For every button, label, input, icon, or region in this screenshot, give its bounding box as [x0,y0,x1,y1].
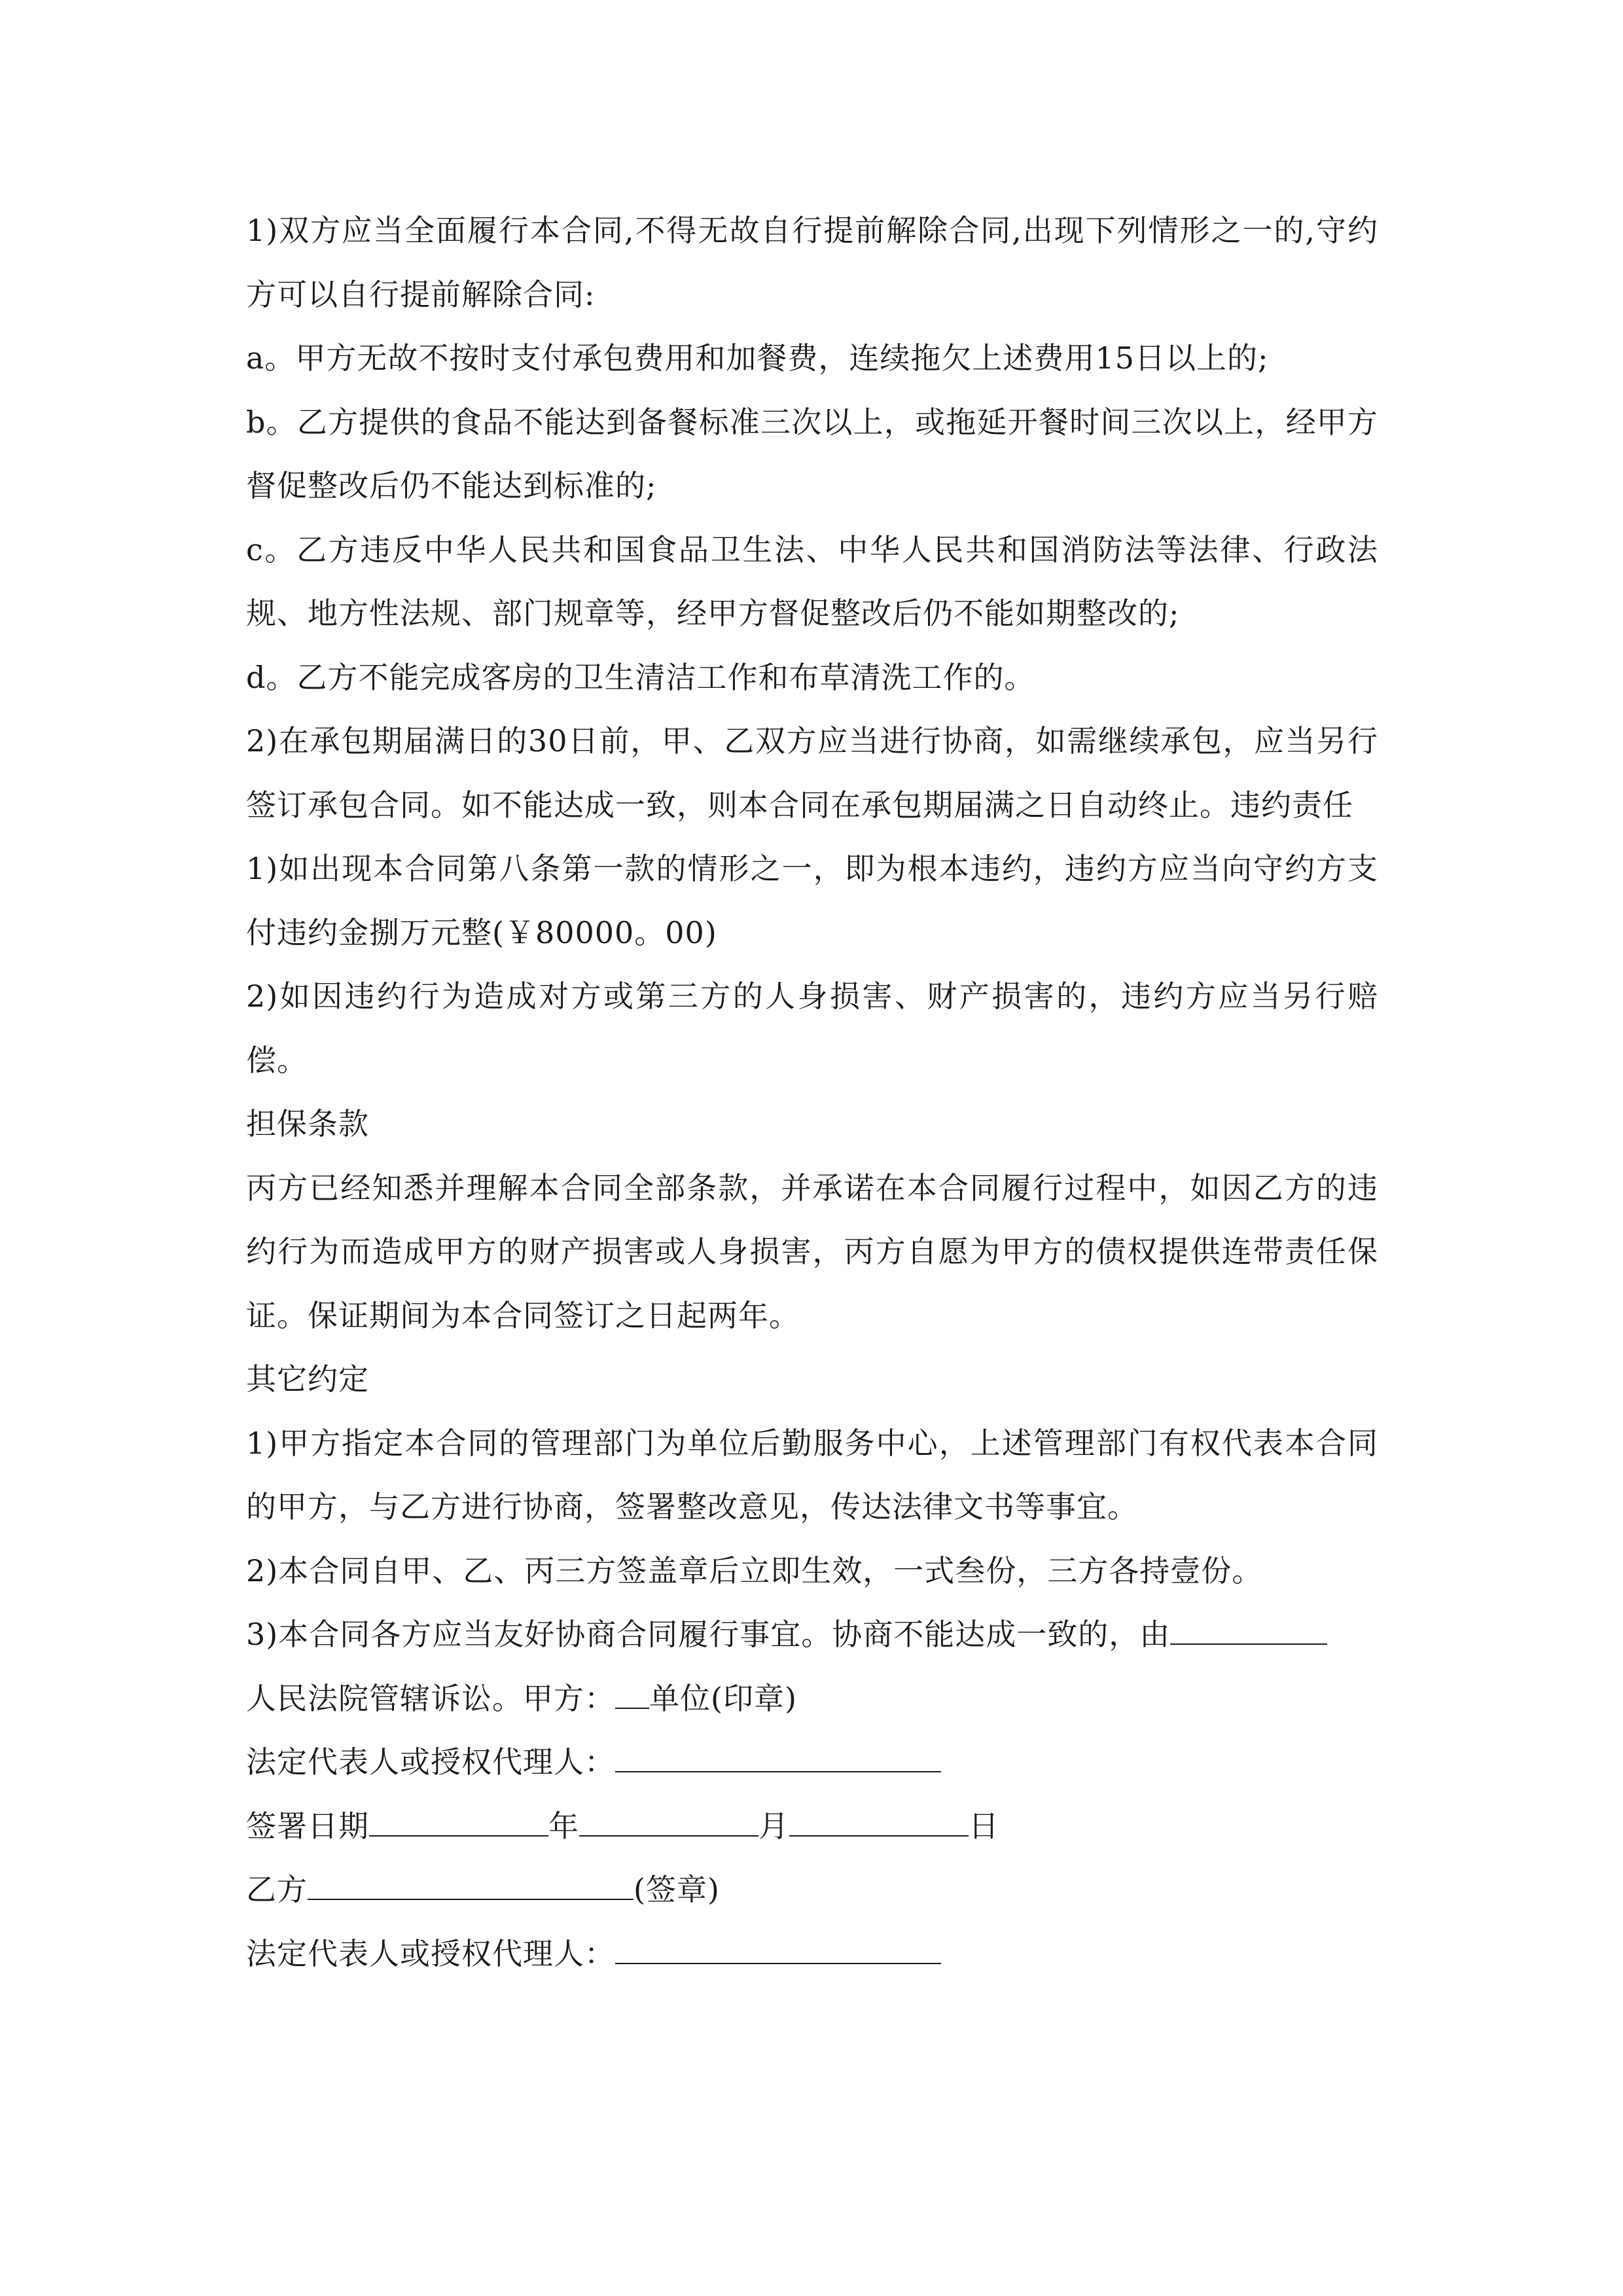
legal-rep-blank-2 [615,1924,941,1964]
month-label: 月 [758,1808,789,1844]
sign-date-label: 签署日期 [246,1808,369,1844]
clause-item-d: d。乙方不能完成客房的卫生清洁工作和布草清洗工作的。 [246,659,1035,695]
clause-jurisdiction [246,1603,1378,1667]
clause-item-b: b。乙方提供的食品不能达到备餐标准三次以上，或拖延开餐时间三次以上，经甲方督促整改后仍不能达到标准的; [246,404,1378,503]
day-label: 日 [969,1808,999,1844]
party-b-blank [308,1859,633,1900]
document-body [246,199,1378,1986]
month-blank [579,1796,758,1837]
clause-guarantee: 丙方已经知悉并理解本合同全部条款，并承诺在本合同履行过程中，如因乙方的违约行为而造成甲方的财产损害或人身损害，丙方自愿为甲方的债权提供连带责任保证。保证期间为本合同签订之日起两年。 [246,1170,1378,1333]
year-blank [369,1796,548,1837]
legal-rep-line [246,1731,1378,1795]
unit-seal-label: 单位(印章) [649,1680,797,1716]
clause-jurisdiction-text: 3)本合同各方应当友好协商合同履行事宜。协商不能达成一致的，由 [246,1617,1171,1652]
legal-rep-blank [615,1732,941,1772]
clause-management-dept: 1)甲方指定本合同的管理部门为单位后勤服务中心，上述管理部门有权代表本合同的甲方，与乙方进行协商，签署整改意见，传达法律文书等事宜。 [246,1425,1378,1524]
party-b-line [246,1858,1378,1922]
day-blank [789,1796,969,1837]
clause-item-c: c。乙方违反中华人民共和国食品卫生法、中华人民共和国消防法等法律、行政法规、地方性法规、部门规章等，经甲方督促整改后仍不能如期整改的; [246,531,1378,631]
clause-item-a: a。甲方无故不按时支付承包费用和加餐费，连续拖欠上述费用15日以上的; [246,340,1269,376]
court-text: 人民法院管辖诉讼。甲方： [246,1680,615,1716]
clause-breach-compensation: 2)如因违约行为造成对方或第三方的人身损害、财产损害的，违约方应当另行赔偿。 [246,978,1378,1078]
clause-early-termination: 1)双方应当全面履行本合同,不得无故自行提前解除合同,出现下列情形之一的,守约方可以自行提前解除合同: [246,213,1378,312]
signature-seal-label: (签章) [633,1872,720,1907]
party-a-line [246,1667,1378,1731]
legal-rep-label-2: 法定代表人或授权代理人： [246,1935,615,1971]
party-a-blank [615,1668,649,1709]
year-label: 年 [548,1808,579,1844]
section-heading-guarantee: 担保条款 [246,1106,369,1141]
party-b-label: 乙方 [246,1872,308,1907]
clause-breach-penalty: 1)如出现本合同第八条第一款的情形之一，即为根本违约，违约方应当向守约方支付违约金捌万元整(￥80000。00) [246,851,1378,950]
sign-date-line [246,1795,1378,1859]
legal-rep-label: 法定代表人或授权代理人： [246,1744,615,1780]
court-blank [1170,1604,1327,1645]
section-heading-other: 其它约定 [246,1361,369,1397]
legal-rep-line-2 [246,1922,1378,1986]
clause-effectiveness: 2)本合同自甲、乙、丙三方签盖章后立即生效，一式叁份，三方各持壹份。 [246,1552,1263,1588]
clause-renewal: 2)在承包期届满日的30日前，甲、乙双方应当进行协商，如需继续承包，应当另行签订承包合同。如不能达成一致，则本合同在承包期届满之日自动终止。违约责任 [246,723,1378,823]
